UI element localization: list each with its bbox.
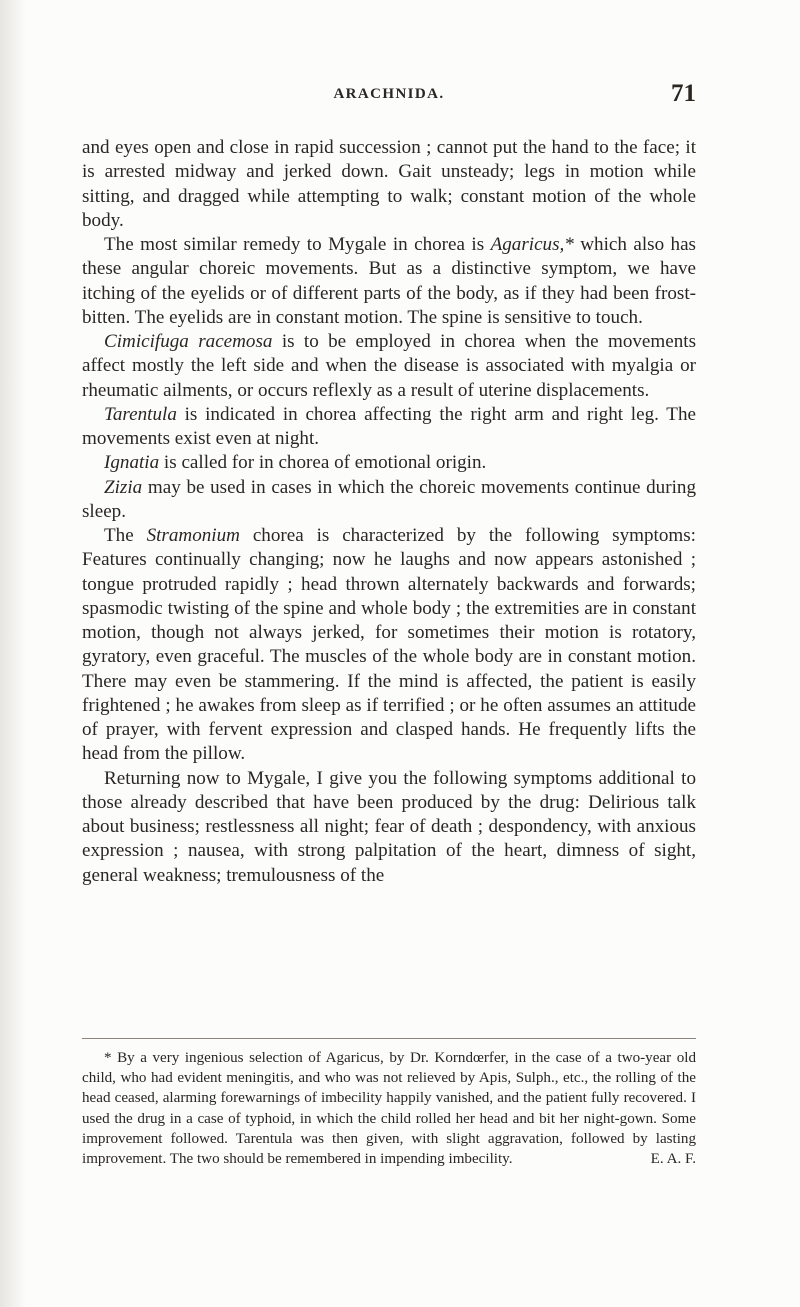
paragraph-cimicifuga: [82, 330, 696, 403]
remedy-agaricus: Agaricus,*: [490, 234, 574, 255]
paragraph-cimicifuga-text: is to be employed in chorea when the movements affect mostly the left side and when the disease is associated with myalgia or rheumatic ailments, or occurs reflexly as a result of uterine displacements.: [82, 331, 697, 401]
paragraph-tarentula: [82, 403, 696, 452]
footnote-text: * By a very ingenious selection of Agaricus, by Dr. Korndœrfer, in the case of a two-year old child, who had evident meningitis, and who was not relieved by Apis, Sulph., etc., the rolling of the head ceased, alarming forewarnings of imbecility happily vanished, and the patient fully recovered. I used the drug in a case of typhoid, in which the child rolled her head and bit her night-gown. Some improvement followed. Tarentula was then given, with slight aggravation, followed by lasting improvement. The two should be remembered in impending imbecility.: [82, 1050, 696, 1168]
running-head: ARACHNIDA.: [333, 86, 445, 102]
paragraph-ignatia: [82, 451, 696, 475]
paragraph-agaricus-lead: The most similar remedy to Mygale in chorea is: [104, 234, 491, 255]
paragraph-agaricus: [82, 233, 696, 330]
page-header: [82, 80, 696, 116]
remedy-zizia: Zizia: [104, 476, 143, 498]
paragraph-stramonium: [82, 524, 696, 767]
paragraph-agaricus-text: which also has these angular choreic movements. But as a distinctive symptom, we have itching of the eyelids or of different parts of the body, as if they had been frost-bitten. The eyelids are in constant motion. The spine is sensitive to touch.: [82, 234, 696, 328]
paragraph-tarentula-text: is indicated in chorea affecting the right arm and right leg. The movements exist even at night.: [82, 403, 696, 449]
remedy-stramonium: Stramonium: [146, 525, 240, 546]
footnote-paragraph: [82, 1048, 696, 1169]
main-text: [82, 136, 696, 888]
page-number: 71: [671, 80, 696, 107]
remedy-cimicifuga: Cimicifuga racemosa: [104, 331, 273, 352]
footnote: [82, 1048, 696, 1169]
footnote-divider: [82, 1038, 696, 1039]
paragraph-ignatia-text: is called for in chorea of emotional origin.: [159, 452, 487, 474]
remedy-ignatia: Ignatia: [104, 452, 160, 474]
paragraph-mygale-symptoms-text: Returning now to Mygale, I give you the following symptoms additional to those already described that have been produced by the drug: Delirious talk about business; restlessness all night; fear of death ; despondency, with anxious expression ; nausea, with strong palpitation of the heart, dimness of sight, general weakness; tremulousness of the: [82, 767, 696, 886]
page-edge-shadow: [0, 0, 26, 1307]
paragraph-mygale-symptoms: [82, 767, 696, 888]
paragraph-stramonium-text: chorea is characterized by the following symptoms: Features continually changing; now he laughs and now appears astonished ; tongue protruded rapidly ; head thrown alternately backwards and forwards; spasmodic twisting of the spine and whole body ; the extremities are in constant motion, though not always jerked, for sometimes their motion is rotatory, gyratory, even graceful. The muscles of the whole body are in constant motion. There may even be stammering. If the mind is affected, the patient is easily frightened ; he awakes from sleep as if terrified ; or he often assumes an attitude of prayer, with fervent expression and clasped hands. He frequently lifts the head from the pillow.: [82, 525, 696, 765]
paragraph-1-text: and eyes open and close in rapid succession ; cannot put the hand to the face; it is arrested midway and jerked down. Gait unsteady; legs in motion while sitting, and dragged while attempting to walk; constant motion of the whole body.: [82, 137, 696, 231]
footnote-signature: E. A. F.: [650, 1151, 696, 1168]
paragraph-1: [82, 136, 696, 233]
paragraph-zizia-text: may be used in cases in which the choreic movements continue during sleep.: [82, 476, 696, 522]
paragraph-zizia: [82, 476, 696, 525]
paragraph-stramonium-lead: The: [104, 525, 147, 546]
remedy-tarentula: Tarentula: [104, 403, 177, 425]
